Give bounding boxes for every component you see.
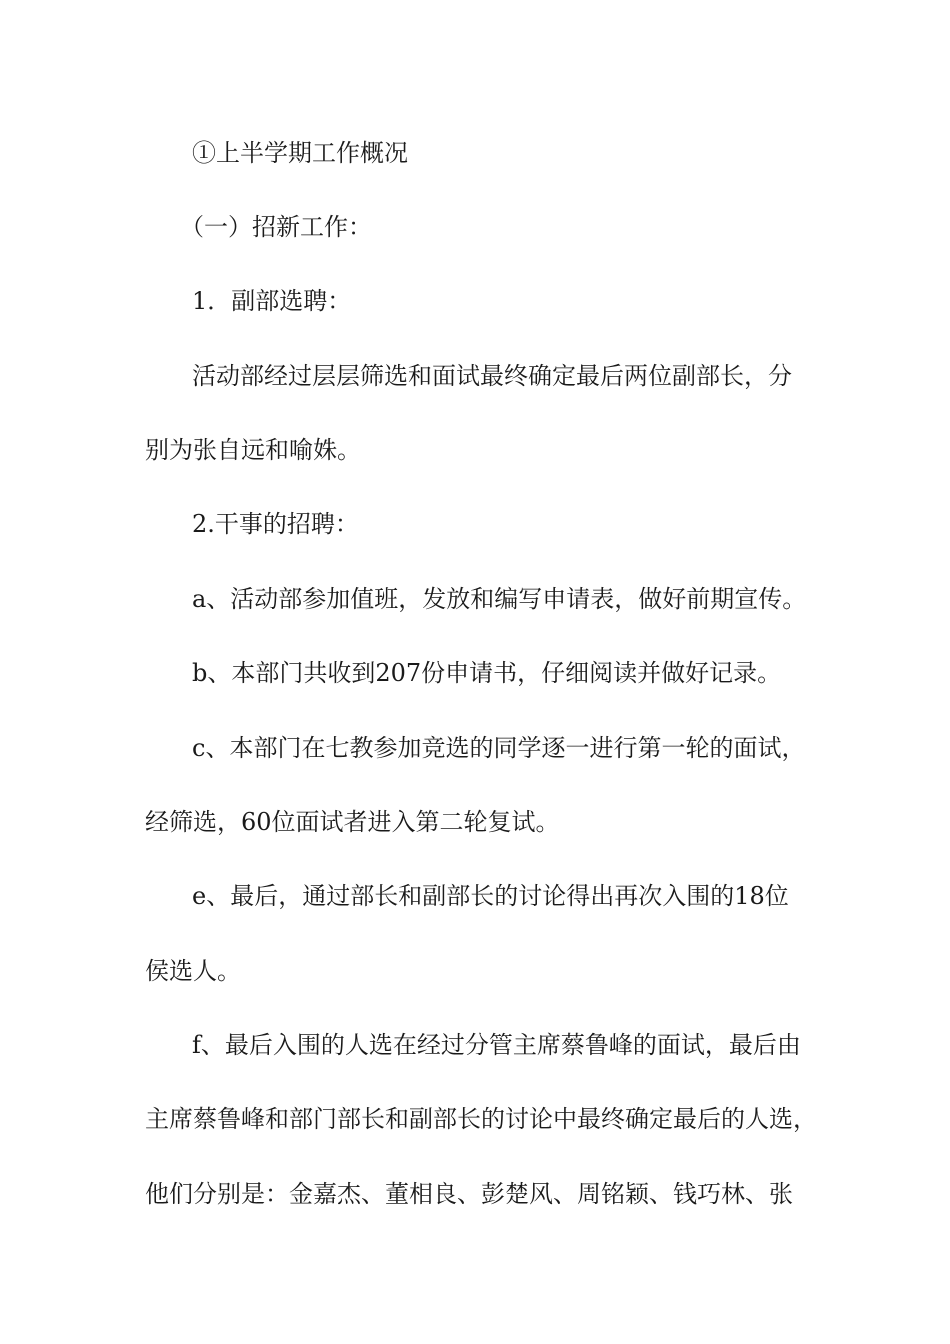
- item1-title: 1．副部选聘：: [192, 287, 352, 315]
- item-e-paragraph-line2: 侯选人。: [145, 957, 241, 985]
- item-f-paragraph-line3: 他们分别是：金嘉杰、董相良、彭楚风、周铭颖、钱巧林、张: [145, 1180, 793, 1208]
- item-e-paragraph-line1: e、最后，通过部长和副部长的讨论得出再次入围的18位: [192, 882, 789, 910]
- item-a-paragraph: a、活动部参加值班，发放和编写申请表，做好前期宣传。: [192, 585, 807, 613]
- item-c-paragraph-line2: 经筛选，60位面试者进入第二轮复试。: [145, 808, 560, 836]
- item-f-paragraph-line2: 主席蔡鲁峰和部门部长和副部长的讨论中最终确定最后的人选，: [145, 1105, 817, 1133]
- item1-paragraph-line2: 别为张自远和喻姝。: [145, 436, 361, 464]
- item-b-paragraph: b、本部门共收到207份申请书，仔细阅读并做好记录。: [192, 659, 782, 687]
- item-f-paragraph-line1: f、最后入围的人选在经过分管主席蔡鲁峰的面试，最后由: [192, 1031, 801, 1059]
- item-c-paragraph-line1: c、本部门在七教参加竞选的同学逐一进行第一轮的面试，: [192, 734, 806, 762]
- heading-work-overview: ①上半学期工作概况: [192, 139, 408, 167]
- section-title-recruitment: （一）招新工作：: [180, 213, 372, 241]
- item1-paragraph-line1: 活动部经过层层筛选和面试最终确定最后两位副部长，分: [192, 362, 792, 390]
- item2-title: 2.干事的招聘：: [192, 510, 359, 538]
